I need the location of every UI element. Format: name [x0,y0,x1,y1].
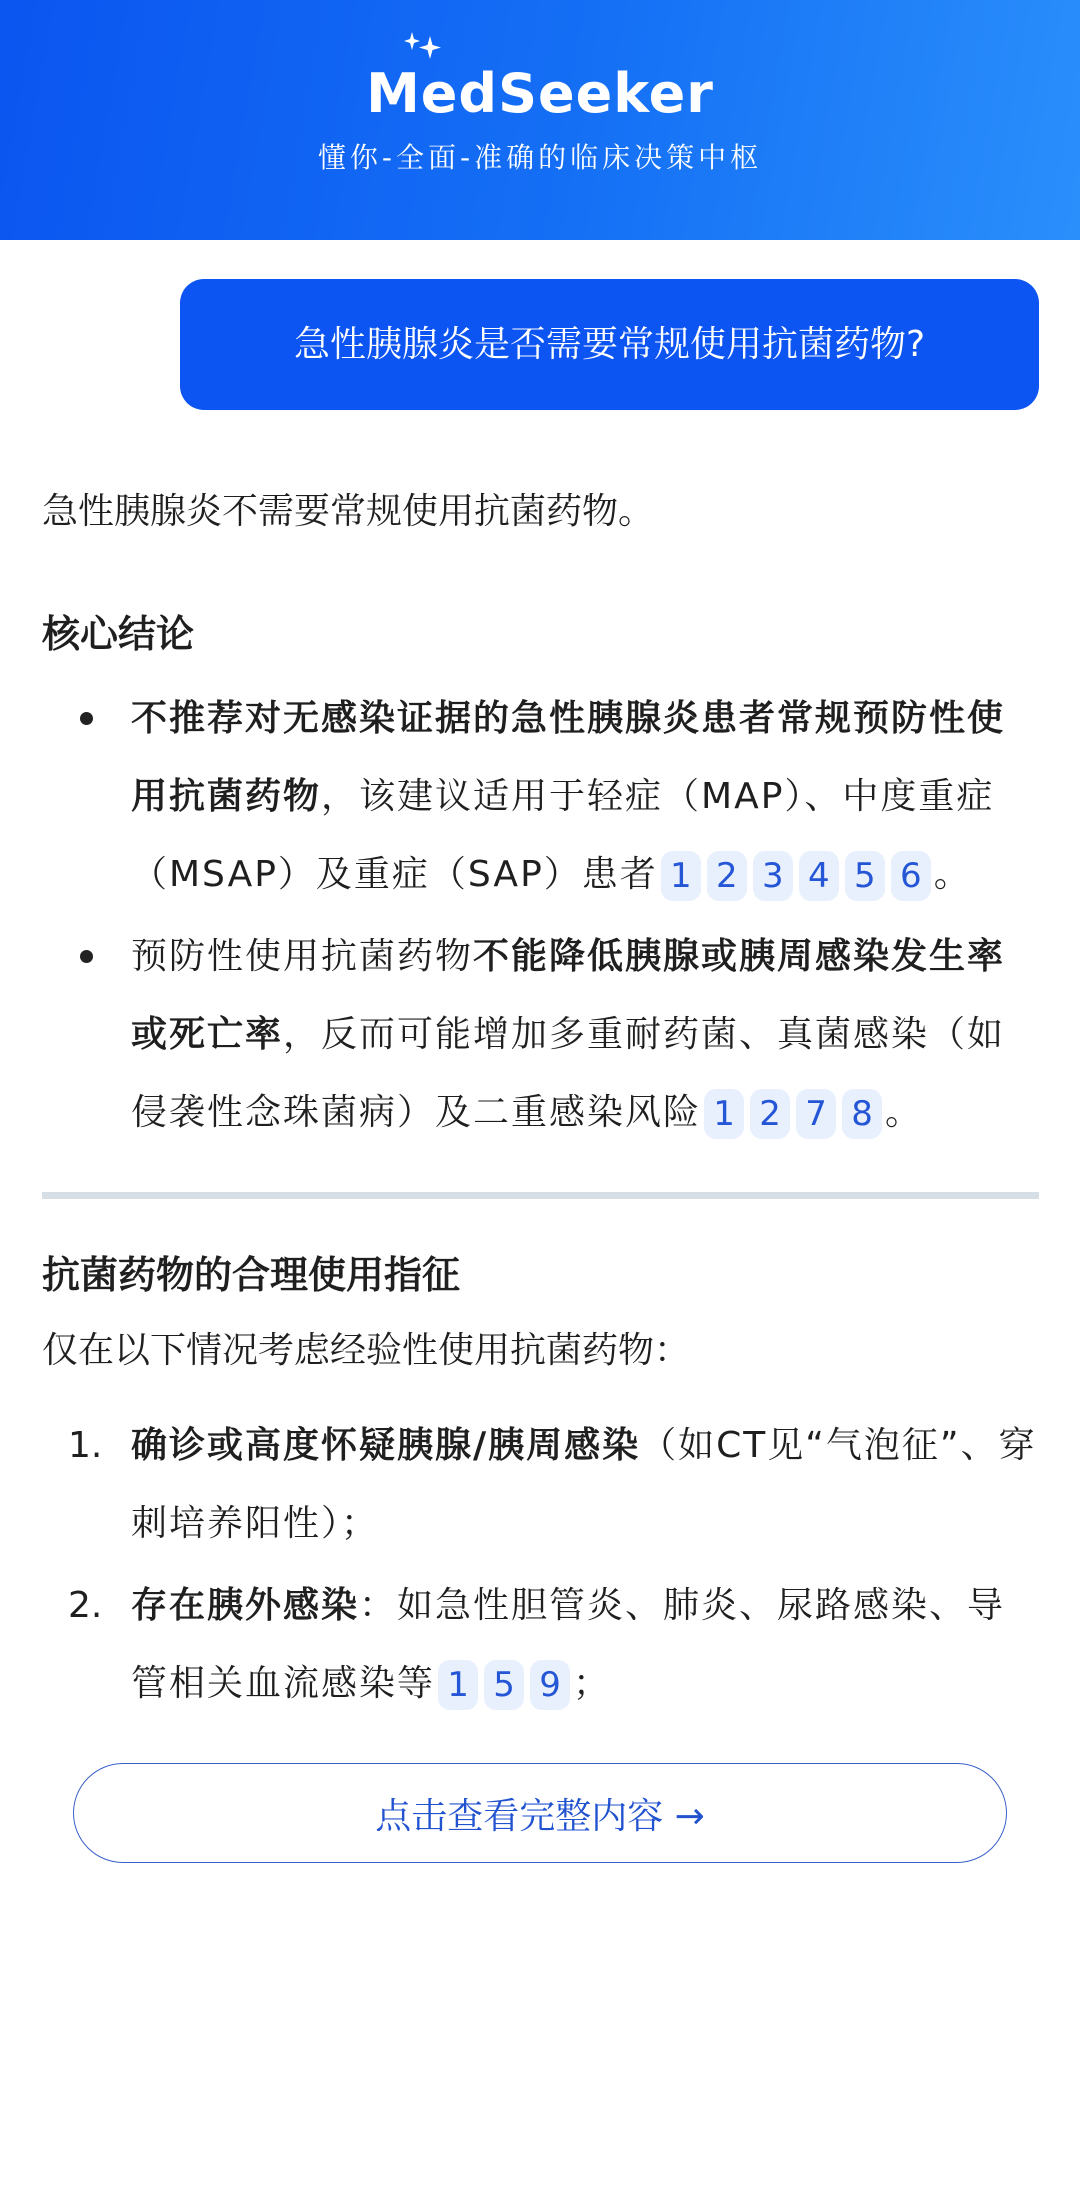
section-divider [42,1192,1039,1199]
list-bold-text: 确诊或高度怀疑胰腺/胰周感染 [131,1425,641,1466]
citation-chip[interactable]: 9 [530,1660,570,1710]
bullet-marker [42,918,131,996]
list-item [131,1407,1039,1563]
citation-chip[interactable]: 8 [842,1089,882,1139]
list-row [42,1407,1039,1563]
list-text: ：如急性胆管炎、肺炎、尿路感染、导管相关血流感染等 [131,1585,1006,1704]
answer-summary: 急性胰腺炎不需要常规使用抗菌药物。 [42,491,655,532]
user-question-bubble: 急性胰腺炎是否需要常规使用抗菌药物? [180,279,1039,410]
punct: 。 [933,854,972,895]
chat-content [0,240,1080,1903]
list-item [131,1567,1039,1723]
punct: ； [573,1663,612,1704]
bullet-icon [80,712,93,725]
indications-list [42,1407,1039,1723]
citation-chip[interactable]: 1 [704,1089,744,1139]
section-title-core: 核心结论 [42,612,195,656]
citation-chip[interactable]: 5 [845,851,885,901]
view-full-content-button[interactable]: 点击查看完整内容 → [73,1763,1007,1863]
citation-chip[interactable]: 5 [484,1660,524,1710]
citation-chip[interactable]: 4 [799,851,839,901]
bullet-row [42,680,1039,914]
section-title-indications: 抗菌药物的合理使用指征 [42,1253,461,1297]
bullet-marker [42,680,131,758]
app-header [0,0,1080,240]
user-message-row [42,279,1039,410]
citation-chip[interactable]: 1 [661,851,701,901]
list-row [42,1567,1039,1723]
app-tagline: 懂你-全面-准确的临床决策中枢 [317,141,763,174]
bullet-item [131,680,1039,914]
core-conclusion-list [42,680,1039,1152]
list-bold-text: 存在胰外感染 [131,1585,360,1626]
punct: 。 [885,1092,924,1133]
citation-chip[interactable]: 2 [707,851,747,901]
bullet-text: ，该建议适用于轻症（MAP）、中度重症（MSAP）及重症（SAP）患者 [131,776,995,895]
list-number: 1. [68,1425,103,1466]
citation-chip[interactable]: 2 [750,1089,790,1139]
bullet-text: 预防性使用抗菌药物 [131,936,474,977]
bullet-text: ，反而可能增加多重耐药菌、真菌感染（如侵袭性念珠菌病）及二重感染风险 [131,1014,1006,1133]
citation-chip[interactable]: 3 [753,851,793,901]
app-logo: MedSeeker [366,62,714,125]
sparkle-icon [404,30,444,64]
bullet-item [131,918,1039,1152]
citation-chip[interactable]: 6 [891,851,931,901]
bullet-row [42,918,1039,1152]
section-intro: 仅在以下情况考虑经验性使用抗菌药物： [42,1330,691,1371]
list-number: 2. [68,1585,103,1626]
list-text: （如CT见“气泡征”、穿刺培养阳性）； [131,1425,1037,1544]
bullet-bold-text: 不推荐对无感染证据的急性胰腺炎患者常规预防性使用抗菌药物 [131,698,1006,817]
bullet-bold-text: 不能降低胰腺或胰周感染发生率或死亡率 [131,936,1006,1055]
citation-chip[interactable]: 1 [438,1660,478,1710]
bullet-icon [80,950,93,963]
citation-chip[interactable]: 7 [796,1089,836,1139]
